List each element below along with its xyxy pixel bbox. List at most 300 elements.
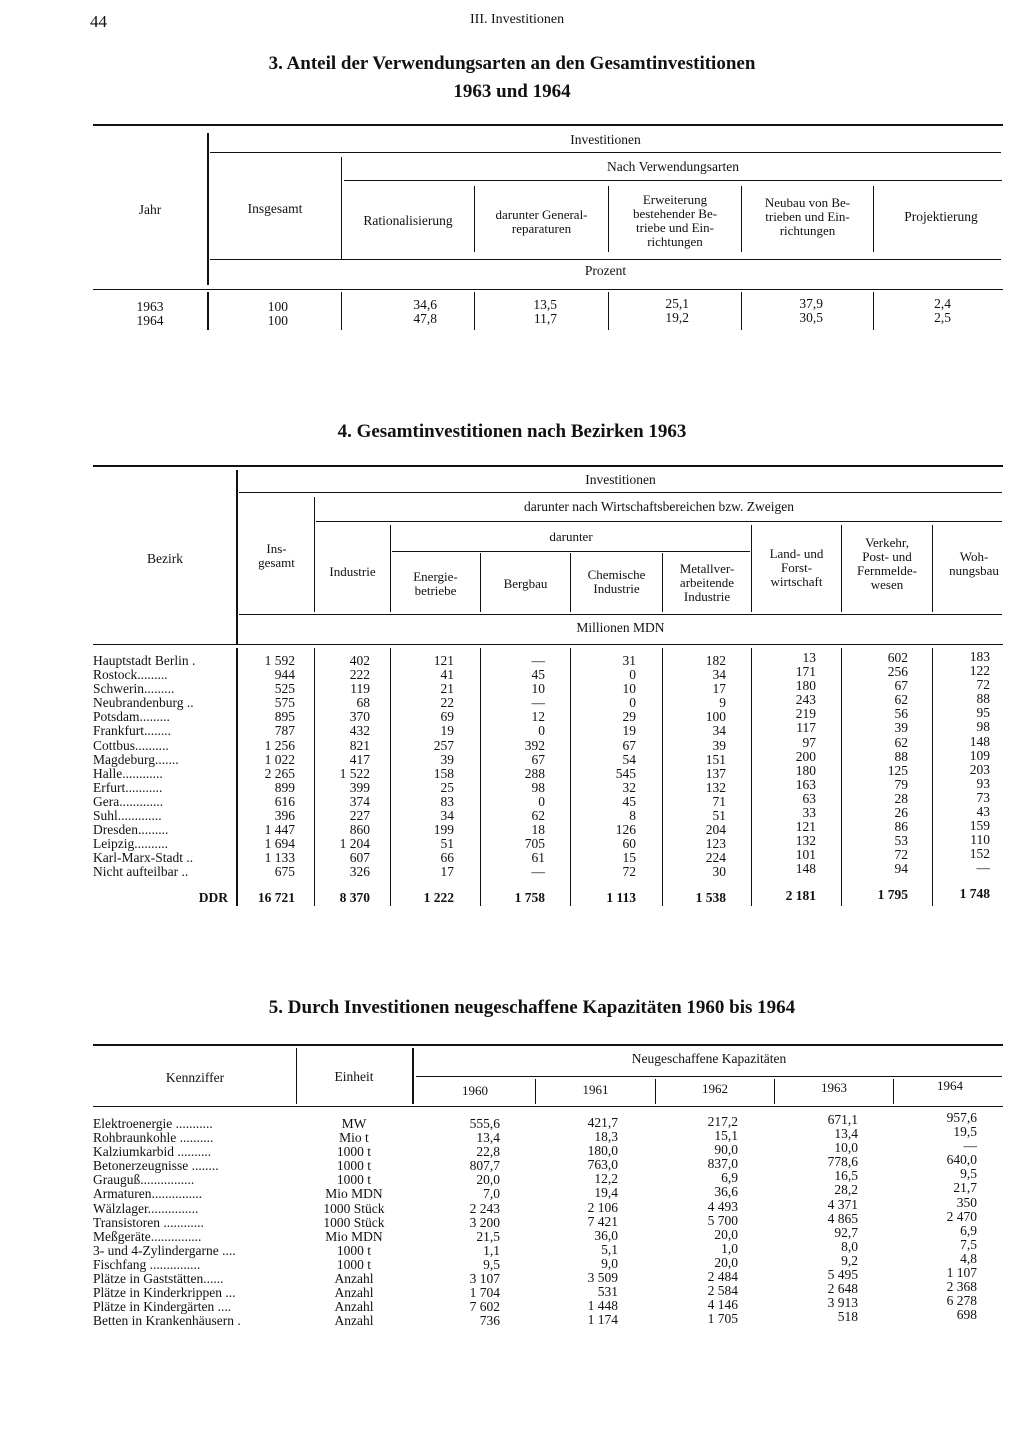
table-cell: 45	[531, 667, 545, 683]
table-cell: 1000 Stück	[323, 1200, 385, 1216]
table-cell: 1 592	[264, 653, 295, 668]
table5-divider	[774, 1079, 775, 1104]
table-cell: 1 174	[587, 1312, 618, 1328]
table4-divider	[390, 525, 391, 612]
table3-divider	[341, 292, 342, 330]
table-cell: 807,7	[469, 1158, 500, 1174]
table4-col-insgesamt	[245, 654, 295, 880]
table3-divider	[873, 186, 874, 252]
table-cell: 30	[712, 864, 726, 880]
table-cell: 8	[629, 808, 636, 824]
table-cell: Leipzig..........	[93, 836, 168, 852]
table-cell: Mio t	[339, 1130, 369, 1146]
table-cell: 895	[274, 709, 295, 725]
table3-top-rule	[93, 124, 1003, 126]
table-cell: 163	[795, 776, 816, 792]
table-cell: Betonerzeugnisse ........	[93, 1158, 219, 1174]
table-cell: Magdeburg.......	[93, 751, 179, 767]
table5-col-1963	[780, 1113, 858, 1324]
table-cell: 180,0	[587, 1143, 618, 1159]
table-cell: Fischfang ...............	[93, 1256, 201, 1272]
table-cell: Suhl.............	[93, 808, 162, 824]
table-cell: 9,5	[960, 1166, 977, 1182]
table-cell: 39	[894, 720, 908, 736]
table4-total-metallverarbeitende-industrie: 1 538	[695, 890, 726, 905]
table-cell: 132	[795, 833, 816, 849]
table-cell: 94	[894, 861, 908, 877]
table-cell: Nicht aufteilbar ..	[93, 864, 189, 880]
table-cell: 1964	[136, 313, 164, 329]
table-cell: 8,0	[841, 1238, 858, 1254]
table4-rule	[316, 521, 1002, 522]
table3-col-insgesamt	[220, 300, 288, 328]
table4-title: 4. Gesamtinvestitionen nach Bezirken 1963	[337, 421, 687, 442]
table-cell: 18	[531, 822, 545, 838]
table-cell: —	[963, 1138, 977, 1154]
table4-rule	[239, 492, 1002, 493]
table4-total-bergbau: 1 758	[514, 890, 545, 905]
table-cell: 944	[274, 667, 295, 683]
table-cell: 72	[976, 677, 990, 693]
table3-col-projektierung	[890, 297, 951, 325]
table-cell: —	[531, 695, 545, 711]
table-cell: 152	[969, 846, 990, 862]
table-cell: Grauguß................	[93, 1172, 195, 1188]
table4-divider	[236, 470, 238, 644]
table-cell: —	[976, 860, 990, 876]
table-cell: 33	[802, 805, 816, 821]
table-cell: 109	[969, 747, 990, 763]
table-cell: 159	[969, 818, 990, 834]
table4-col-land-forstwirtschaft	[760, 651, 816, 877]
table-cell: 62	[894, 734, 908, 750]
table-cell: 20,0	[476, 1172, 500, 1188]
table3-header-nach-verwendungsarten: Nach Verwendungsarten	[606, 159, 740, 174]
table5-col-1960	[420, 1117, 500, 1328]
table3-divider	[741, 186, 742, 252]
table-cell: 217,2	[707, 1114, 738, 1129]
table-cell: Transistoren ............	[93, 1214, 204, 1230]
table5-rule	[416, 1076, 1002, 1077]
table-cell: 67	[894, 678, 908, 694]
table-cell: 69	[440, 709, 454, 725]
table4-total-chemische-industrie: 1 113	[606, 890, 636, 905]
table-cell: 171	[795, 664, 816, 680]
table-cell: 126	[615, 822, 636, 838]
table-cell: Gera.............	[93, 793, 164, 809]
table-cell: 39	[712, 737, 726, 753]
table-cell: 90,0	[714, 1142, 738, 1158]
table-cell: 54	[622, 751, 636, 767]
table3-header-insgesamt: Insgesamt	[247, 201, 303, 216]
table-cell: 32	[622, 779, 636, 795]
table-cell: Anzahl	[334, 1271, 374, 1287]
table-cell: 2 265	[264, 765, 295, 781]
table-cell: 41	[440, 667, 454, 683]
table-cell: 518	[837, 1309, 858, 1325]
table-cell: Wälzlager...............	[93, 1200, 199, 1216]
table-cell: Potsdam.........	[93, 709, 170, 725]
table4-total-energiebetriebe: 1 222	[423, 890, 454, 905]
table3-divider	[741, 292, 742, 330]
table5-header-kennziffer: Kennziffer	[165, 1070, 225, 1085]
table-cell: 640,0	[946, 1152, 977, 1168]
table-cell: 15	[622, 850, 636, 866]
table-cell: 1 694	[264, 836, 295, 852]
table-cell: 15,1	[714, 1128, 738, 1144]
table-cell: 72	[622, 864, 636, 880]
table5-col-1962	[660, 1115, 738, 1326]
table-cell: 86	[894, 819, 908, 835]
table-cell: 36,0	[594, 1227, 618, 1243]
table-cell: 607	[349, 850, 370, 866]
table-cell: 1 447	[264, 822, 295, 838]
table3-col-jahr	[110, 300, 190, 328]
table-cell: 137	[705, 765, 726, 781]
table-cell: 1 705	[707, 1311, 738, 1327]
table4-divider	[570, 648, 571, 906]
table4-header-bezirk: Bezirk	[147, 551, 183, 566]
table5-header-year: 1962	[702, 1081, 728, 1096]
table-cell: Dresden.........	[93, 822, 169, 838]
table4-col-wohnungsbau	[940, 650, 990, 876]
table-cell: 34,6	[413, 297, 437, 312]
table-cell: 11,7	[533, 311, 557, 327]
table-cell: 79	[894, 776, 908, 792]
table3-header-jahr: Jahr	[138, 202, 162, 217]
table-cell: 88	[894, 748, 908, 764]
table-cell: Halle............	[93, 765, 163, 781]
table-cell: 525	[274, 681, 295, 697]
table-cell: 1,1	[483, 1242, 500, 1258]
table-cell: 2,4	[934, 296, 951, 311]
table-cell: 417	[349, 751, 370, 767]
table-cell: 34	[712, 667, 726, 683]
table-cell: 88	[976, 691, 990, 707]
page-number: 44	[90, 12, 107, 31]
table4-header-industrie: Industrie	[329, 564, 376, 579]
table-cell: Anzahl	[334, 1285, 374, 1301]
table4-header-verkehr: Verkehr, Post- und Fernmelde- wesen	[857, 535, 917, 592]
table4-divider	[932, 525, 933, 612]
table-cell: Armaturen...............	[93, 1186, 203, 1202]
table-cell: 257	[433, 737, 454, 753]
table3-divider	[207, 133, 209, 285]
table4-header-bergbau: Bergbau	[503, 576, 548, 591]
table4-divider	[570, 553, 571, 612]
table-cell: 1000 t	[336, 1256, 372, 1272]
table4-header-land-forstwirtschaft: Land- und Forst- wirtschaft	[769, 546, 824, 589]
table-cell: Erfurt...........	[93, 779, 163, 795]
table-cell: 183	[969, 649, 990, 664]
table-cell: 3 913	[827, 1295, 858, 1311]
table-cell: Rohbraunkohle ..........	[93, 1130, 214, 1146]
table-cell: 122	[969, 663, 990, 679]
table4-header-insgesamt: Ins- gesamt	[258, 541, 295, 570]
table-cell: 95	[976, 705, 990, 721]
table-cell: 83	[440, 793, 454, 809]
table-cell: Frankfurt........	[93, 723, 171, 739]
table-cell: 957,6	[946, 1110, 977, 1125]
table4-total-land-forstwirtschaft: 2 181	[785, 888, 816, 903]
table3-header-projektierung: Projektierung	[904, 209, 978, 224]
table-cell: 1000 t	[336, 1242, 372, 1258]
table-cell: 7 602	[469, 1299, 500, 1315]
table-cell: 92,7	[834, 1224, 858, 1240]
table5-col-einheit	[300, 1117, 408, 1328]
table-cell: 5,1	[601, 1241, 618, 1257]
table-cell: 68	[356, 695, 370, 711]
table-cell: 121	[795, 819, 816, 835]
table5-header-year: 1964	[937, 1078, 963, 1093]
table-cell: 121	[433, 653, 454, 668]
table-cell: 1 256	[264, 737, 295, 753]
table4-rule	[239, 614, 1002, 615]
table-cell: 100	[705, 709, 726, 725]
table-cell: 34	[712, 723, 726, 739]
table4-header-wohnungsbau: Woh- nungsbau	[949, 549, 999, 578]
table4-total-insgesamt: 16 721	[257, 890, 295, 905]
table-cell: 204	[705, 822, 726, 838]
table5-header-year: 1960	[462, 1083, 488, 1098]
table-cell: 100	[267, 313, 288, 329]
table4-divider	[480, 648, 481, 906]
table-cell: Mio MDN	[325, 1186, 383, 1202]
table-cell: 20,0	[714, 1254, 738, 1270]
table-cell: 778,6	[827, 1154, 858, 1170]
table-cell: 787	[274, 723, 295, 739]
table5-col-kennziffer	[93, 1117, 293, 1328]
table-cell: 402	[349, 653, 370, 668]
table-cell: 374	[349, 793, 370, 809]
table-cell: 2 368	[946, 1279, 977, 1295]
table-cell: 432	[349, 723, 370, 739]
table4-rule	[93, 644, 1003, 645]
table-cell: 1 448	[587, 1298, 618, 1314]
table3-col-erweiterung	[620, 297, 689, 325]
table-cell: 20,0	[714, 1226, 738, 1242]
table4-divider	[662, 553, 663, 612]
table-cell: 17	[712, 681, 726, 697]
table-cell: 1000 t	[336, 1172, 372, 1188]
table3-col-generalreparaturen	[490, 298, 557, 326]
table-cell: Cottbus..........	[93, 737, 169, 753]
table-cell: 13,5	[533, 297, 557, 312]
table-cell: Hauptstadt Berlin .	[93, 653, 196, 668]
table-cell: 616	[274, 793, 295, 809]
table4-divider	[480, 553, 481, 612]
table-cell: 19,5	[953, 1124, 977, 1140]
table-cell: 531	[597, 1284, 618, 1300]
table4-col-energiebetriebe	[400, 654, 454, 880]
table-cell: 4 865	[827, 1210, 858, 1226]
table-cell: 10	[622, 681, 636, 697]
table4-divider	[662, 648, 663, 906]
table4-col-metallverarbeitende-industrie	[670, 654, 726, 880]
table-cell: Anzahl	[334, 1299, 374, 1315]
table-cell: 256	[887, 664, 908, 680]
table-cell: 219	[795, 706, 816, 722]
table4-top-rule	[93, 465, 1003, 467]
table-cell: 28	[894, 790, 908, 806]
table-cell: 66	[440, 850, 454, 866]
table3-col-neubau	[760, 297, 823, 325]
table-cell: 132	[705, 779, 726, 795]
table3-divider	[207, 292, 209, 330]
table-cell: 7,5	[960, 1236, 977, 1252]
table-cell: 180	[795, 678, 816, 694]
table-cell: 36,6	[714, 1184, 738, 1200]
table-cell: 1 133	[264, 850, 295, 866]
table-cell: 575	[274, 695, 295, 711]
table-cell: 98	[976, 719, 990, 735]
table-cell: 117	[796, 720, 816, 736]
table-cell: 12,2	[594, 1171, 618, 1187]
table3-header-rationalisierung: Rationalisierung	[363, 213, 453, 228]
table-cell: 200	[795, 748, 816, 764]
table-cell: 9	[719, 695, 726, 711]
table3-divider	[341, 157, 342, 259]
table4-header-darunter: darunter	[549, 529, 593, 544]
table-cell: 1000 Stück	[323, 1214, 385, 1230]
table4-total-industrie: 8 370	[339, 890, 370, 905]
table-cell: 3- und 4-Zylindergarne ....	[93, 1242, 236, 1258]
table-cell: 675	[274, 864, 295, 880]
table-cell: 2,5	[934, 310, 951, 326]
table-cell: 61	[531, 850, 545, 866]
table-cell: 821	[349, 737, 370, 753]
table-cell: 22	[440, 695, 454, 711]
table3-divider	[608, 292, 609, 330]
table-cell: 224	[705, 850, 726, 866]
table-cell: 1 522	[339, 765, 370, 781]
table3-title-line2: 1963 und 1964	[453, 81, 571, 102]
table-cell: 545	[615, 765, 636, 781]
table-cell: 34	[440, 808, 454, 824]
table4-col-chemische-industrie	[580, 654, 636, 880]
table-cell: 180	[795, 762, 816, 778]
table-cell: —	[531, 864, 545, 880]
table4-divider	[841, 648, 842, 906]
table-cell: 19	[622, 723, 636, 739]
table-cell: 22,8	[476, 1144, 500, 1160]
table-cell: 56	[894, 706, 908, 722]
table-cell: 2 470	[946, 1208, 977, 1224]
table3-rule	[93, 289, 1003, 290]
table-cell: 3 107	[469, 1271, 500, 1287]
table-cell: 71	[712, 793, 726, 809]
table-cell: 151	[705, 751, 726, 767]
table5-col-1961	[540, 1116, 618, 1327]
table3-rule	[210, 152, 1001, 153]
table-cell: 17	[440, 864, 454, 880]
table-cell: Betten in Krankenhäusern .	[93, 1313, 241, 1329]
table-cell: 1000 t	[336, 1144, 372, 1160]
table-cell: Meßgeräte...............	[93, 1228, 202, 1244]
table-cell: 243	[795, 692, 816, 708]
table-cell: 9,0	[601, 1255, 618, 1271]
table4-divider	[932, 648, 933, 906]
table5-divider	[655, 1079, 656, 1104]
table-cell: 5 700	[707, 1212, 738, 1228]
table5-title: 5. Durch Investitionen neugeschaffene Kapazitäten 1960 bis 1964	[268, 997, 796, 1018]
table4-header-millionen-mdn: Millionen MDN	[576, 620, 665, 635]
table3-header-generalreparaturen: darunter General- reparaturen	[495, 207, 588, 236]
table-cell: 2 584	[707, 1283, 738, 1299]
table-cell: 25	[440, 779, 454, 795]
table-cell: 125	[887, 762, 908, 778]
table-cell: 1000 t	[336, 1158, 372, 1174]
table-cell: 182	[705, 653, 726, 668]
table3-header-erweiterung: Erweiterung bestehender Be- triebe und Ein- richtungen	[632, 192, 718, 249]
table4-divider	[751, 525, 752, 612]
table-cell: 3 200	[469, 1214, 500, 1230]
table-cell: 392	[524, 737, 545, 753]
table-cell: 199	[433, 822, 454, 838]
table5-divider	[893, 1079, 894, 1104]
table-cell: 2 106	[587, 1199, 618, 1215]
table-cell: 60	[622, 836, 636, 852]
table4-header-metallverarbeitende-industrie: Metallver- arbeitende Industrie	[679, 561, 735, 604]
table-cell: 2 243	[469, 1200, 500, 1216]
table4-total-verkehr: 1 795	[877, 887, 908, 902]
table-cell: 7,0	[483, 1186, 500, 1202]
table3-divider	[873, 292, 874, 330]
table-cell: 13	[802, 650, 816, 665]
table-cell: 370	[349, 709, 370, 725]
table-cell: 10,0	[834, 1140, 858, 1156]
table-cell: 9,5	[483, 1256, 500, 1272]
table3-header-neubau: Neubau von Be- trieben und Ein- richtungen	[764, 195, 851, 238]
table-cell: 45	[622, 793, 636, 809]
table5-col-1964	[900, 1111, 977, 1322]
table-cell: 43	[976, 804, 990, 820]
table4-header-energiebetriebe: Energie- betriebe	[413, 569, 458, 598]
table-cell: 21	[440, 681, 454, 697]
table-cell: 2 648	[827, 1281, 858, 1297]
table-cell: 31	[622, 653, 636, 668]
table4-col-bezirk	[93, 654, 233, 880]
table-cell: 47,8	[413, 311, 437, 327]
table-cell: —	[531, 653, 545, 668]
table-cell: 101	[795, 847, 816, 863]
table-cell: 39	[440, 751, 454, 767]
table-cell: 3 509	[587, 1270, 618, 1286]
table4-divider	[236, 648, 238, 906]
table-cell: Schwerin.........	[93, 681, 175, 697]
table-cell: Plätze in Kinderkrippen ...	[93, 1285, 236, 1301]
table-cell: 10	[531, 681, 545, 697]
table-cell: 51	[440, 836, 454, 852]
table-cell: 555,6	[469, 1116, 500, 1131]
table-cell: Anzahl	[334, 1313, 374, 1329]
table-cell: MW	[341, 1116, 367, 1131]
table3-header-investitionen: Investitionen	[570, 132, 641, 147]
table-cell: Karl-Marx-Stadt ..	[93, 850, 194, 866]
table-cell: 1 107	[946, 1265, 977, 1281]
table4-divider	[841, 525, 842, 612]
table-cell: 6,9	[721, 1170, 738, 1186]
table4-col-industrie	[322, 654, 370, 880]
table-cell: 37,9	[799, 296, 823, 311]
table-cell: Elektroenergie ...........	[93, 1116, 213, 1131]
table-cell: 28,2	[834, 1182, 858, 1198]
table4-total-label: DDR	[198, 890, 228, 905]
table-cell: 13,4	[476, 1130, 500, 1146]
table-cell: 19	[440, 723, 454, 739]
table-cell: 51	[712, 808, 726, 824]
table-cell: 227	[349, 808, 370, 824]
